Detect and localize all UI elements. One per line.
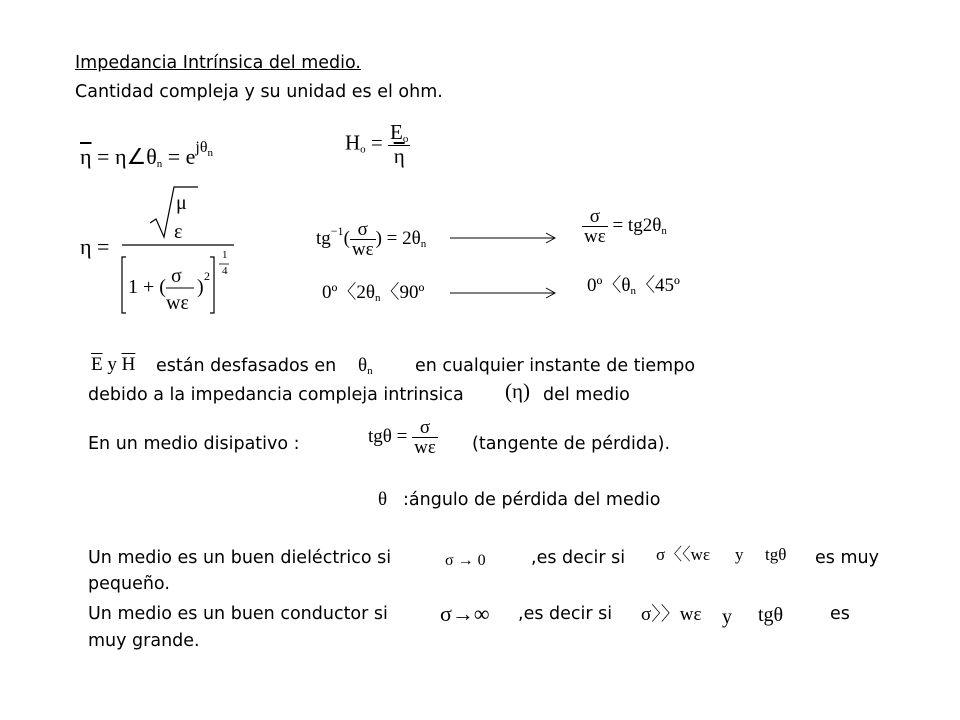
equation-range-theta: 0º〈$\theta_n$〈45º [587, 275, 680, 297]
equation-eta-we: wε [166, 292, 189, 314]
page-title: Impedancia Intrínsica del medio. [75, 53, 361, 73]
math-eta-paren: (η) [505, 379, 530, 403]
text-tangente-perdida: (tangente de pérdida). [472, 434, 671, 454]
text-buen-dielectrico: Un medio es un buen dieléctrico si [88, 548, 392, 568]
math-tg-theta-1: tgθ [765, 545, 787, 564]
equation-eta-polar: $\overline{\eta}$ = $\eta\angle\theta_n = e^{j\theta n}$ [80, 139, 214, 170]
equation-eta-mu: μ [176, 192, 187, 214]
equation-eta-sigma: σ [171, 265, 182, 287]
equation-arctg: $tg^{-1}$( $\frac{\sigma}{w\varepsilon}$ ) = $2\theta_n$ [316, 219, 427, 260]
equation-tg-2theta: $\frac{\sigma}{w\varepsilon}$ = $tg2\theta_n$ [584, 206, 667, 247]
math-theta: θ [378, 489, 388, 510]
math-y-1: y [735, 545, 744, 564]
page-subtitle: Cantidad compleja y su unidad es el ohm. [75, 82, 443, 102]
equation-eta-close: ) [197, 276, 204, 298]
math-theta-n: $\theta_n$ [358, 355, 373, 377]
equation-eta-one-plus: 1 + ( [128, 276, 166, 298]
text-impedancia-compleja: debido a la impedancia compleja intrinsica [88, 385, 464, 405]
math-tg-theta-2: tgθ [758, 604, 784, 626]
math-y-2: y [722, 606, 732, 628]
math-sigma-to-infinity: σ→∞ [440, 601, 490, 626]
equation-range-2theta: 0º〈$2\theta_n$〈90º [322, 282, 425, 304]
text-es-decir-si-1: ,es decir si [531, 548, 626, 568]
math-sigma-much-greater: σ〉〉wε [641, 604, 702, 625]
text-desfasados: están desfasados en [156, 356, 337, 376]
arrow-right-icon [450, 232, 560, 244]
math-loss-tangent: tgθ = $\frac{\sigma}{w\varepsilon}$ [368, 417, 436, 458]
equation-eta-exp-four: 4 [222, 265, 228, 277]
text-muy-grande: muy grande. [88, 631, 200, 651]
text-pequeno: pequeño. [88, 574, 170, 594]
equation-eta-magnitude-lhs: η = [80, 234, 110, 259]
text-es-decir-si-2: ,es decir si [518, 604, 613, 624]
equation-eta-exp-two: 2 [204, 269, 210, 283]
math-sigma-to-zero: σ → 0 [445, 552, 486, 569]
text-es-muy: es muy [815, 548, 879, 568]
text-angulo-perdida: :ángulo de pérdida del medio [403, 490, 661, 510]
equation-eta-eps: ε [174, 221, 183, 243]
text-instante: en cualquier instante de tiempo [415, 356, 696, 376]
arrow-right-icon [450, 287, 560, 299]
text-buen-conductor: Un medio es un buen conductor si [88, 604, 388, 624]
math-fields-e-h: $\overline{E}$ y $\overline{H}$ [91, 354, 136, 375]
text-medio-disipativo: En un medio disipativo : [88, 434, 300, 454]
equation-h-field: $H_o$ = $\frac{E_o}{\eta}$ [345, 120, 409, 168]
math-sigma-much-less: σ〈〈wε [656, 545, 711, 564]
text-es: es [830, 604, 850, 624]
text-del-medio: del medio [543, 385, 630, 405]
equation-eta-exp-one: 1 [222, 249, 228, 261]
